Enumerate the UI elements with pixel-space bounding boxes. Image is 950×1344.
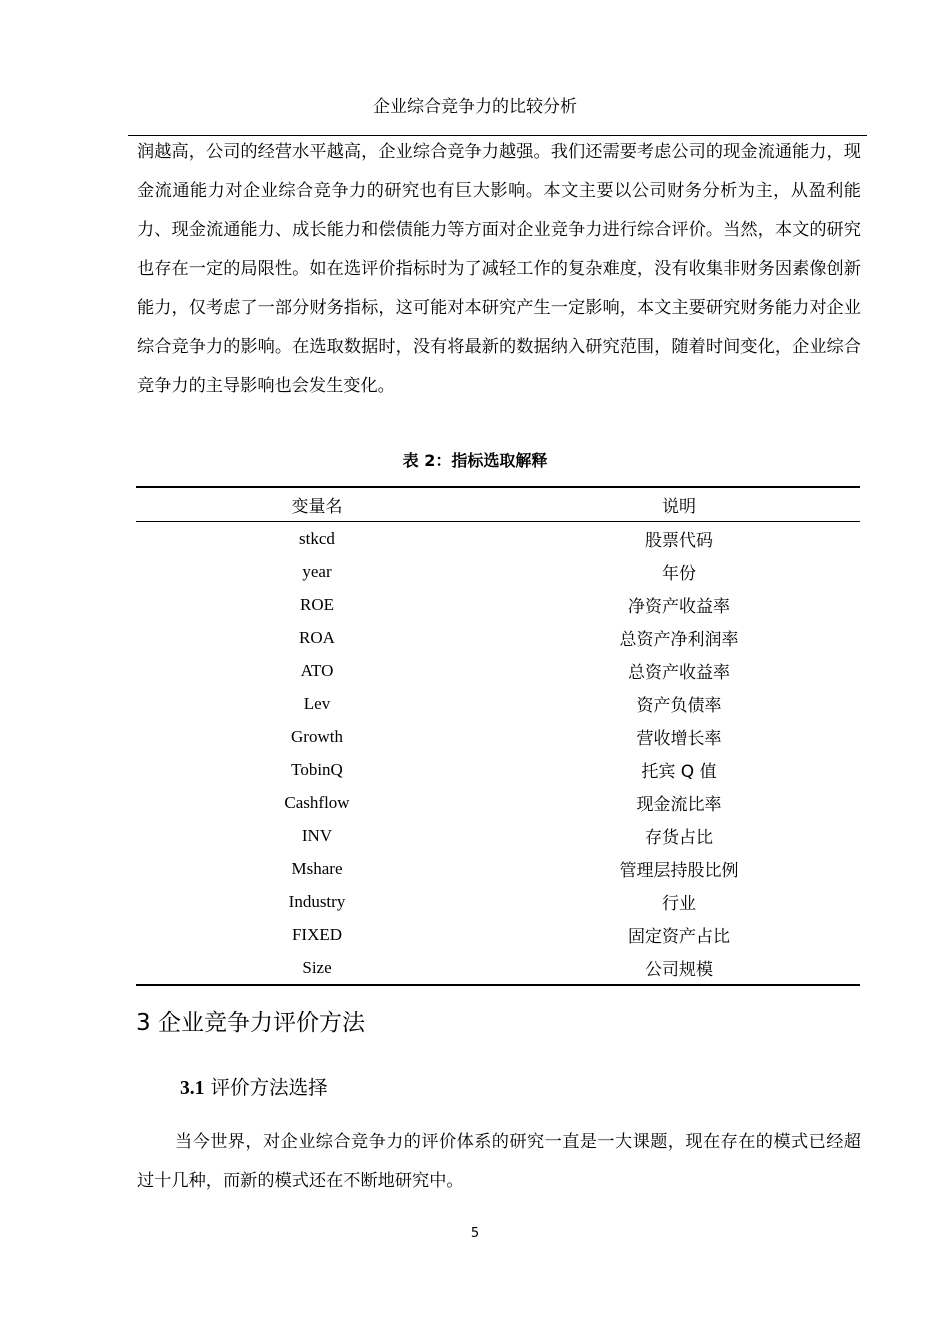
table-caption: 表 2：指标选取解释 [402, 451, 548, 470]
table-cell-description: 现金流比率 [636, 795, 722, 815]
table-cell-variable: FIXED [291, 924, 343, 944]
table-cell-description: 固定资产占比 [628, 927, 730, 947]
table-cell-variable: ROA [299, 627, 335, 647]
indicator-table [136, 486, 860, 986]
table-bottom-rule [136, 984, 860, 986]
table-cell-description: 公司规模 [645, 960, 713, 980]
table-cell-description: 托宾 Q 值 [641, 762, 717, 782]
table-header-description: 说明 [662, 497, 696, 517]
table-header-row [136, 488, 860, 521]
table-cell-description: 营收增长率 [636, 729, 722, 749]
table-cell-description: 股票代码 [645, 531, 713, 551]
subsection-title: 评价方法选择 [204, 1076, 328, 1099]
table-row [136, 819, 860, 852]
table-row [136, 951, 860, 984]
subsection-number: 3.1 [180, 1078, 205, 1099]
table-row [136, 885, 860, 918]
table-row [136, 621, 860, 654]
table-cell-variable: stkcd [299, 528, 335, 548]
table-cell-description: 总资产收益率 [628, 663, 730, 683]
table-row [136, 654, 860, 687]
table-cell-description: 资产负债率 [636, 696, 722, 716]
table-cell-variable: Mshare [291, 858, 343, 878]
table-cell-variable: TobinQ [291, 759, 343, 779]
table-cell-description: 行业 [662, 894, 696, 914]
table-cell-description: 存货占比 [645, 828, 713, 848]
intro-paragraph: 润越高，公司的经营水平越高，企业综合竞争力越强。我们还需要考虑公司的现金流通能力，现金流通能力对企业综合竞争力的研究也有巨大影响。本文主要以公司财务分析为主，从盈利能力、现金流通能力、成长能力和偿债能力等方面对企业竞争力进行综合评价。当然，本文的研究也存在一定的局限性。如在选评价指标时为了减轻工作的复杂难度，没有收集非财务因素像创新能力，仅考虑了一部分财务指标，这可能对本研究产生一定影响，本文主要研究财务能力对企业综合竞争力的影响。在选取数据时，没有将最新的数据纳入研究范围，随着时间变化，企业综合竞争力的主导影响也会发生变化。 [137, 142, 861, 396]
table-row [136, 720, 860, 753]
table-cell-description: 净资产收益率 [628, 597, 730, 617]
table-cell-variable: ROE [300, 594, 334, 614]
page-number: 5 [470, 1226, 480, 1241]
table-cell-variable: Industry [288, 891, 346, 911]
table-cell-description: 管理层持股比例 [619, 861, 739, 881]
table-header-variable: 变量名 [291, 497, 343, 517]
table-row [136, 786, 860, 819]
subsection-heading [180, 1072, 328, 1100]
section-heading: 3 企业竞争力评价方法 [136, 1010, 365, 1036]
table-row [136, 588, 860, 621]
body-paragraph: 当今世界，对企业综合竞争力的评价体系的研究一直是一大课题，现在存在的模式已经超过十几种，而新的模式还在不断地研究中。 [137, 1132, 861, 1191]
table-cell-description: 总资产净利润率 [619, 630, 739, 650]
table-cell-variable: Growth [291, 726, 343, 746]
table-row [136, 753, 860, 786]
table-row [136, 918, 860, 951]
table-cell-variable: Size [302, 957, 332, 977]
table-cell-variable: year [302, 561, 332, 581]
table-cell-description: 年份 [662, 564, 696, 584]
table-row [136, 555, 860, 588]
table-cell-variable: INV [301, 825, 333, 845]
table-body [136, 522, 860, 984]
table-row [136, 687, 860, 720]
table-row [136, 522, 860, 555]
table-row [136, 852, 860, 885]
table-cell-variable: ATO [300, 660, 334, 680]
page-header-title: 企业综合竞争力的比较分析 [373, 97, 577, 117]
table-cell-variable: Lev [303, 693, 331, 713]
table-cell-variable: Cashflow [284, 792, 350, 812]
